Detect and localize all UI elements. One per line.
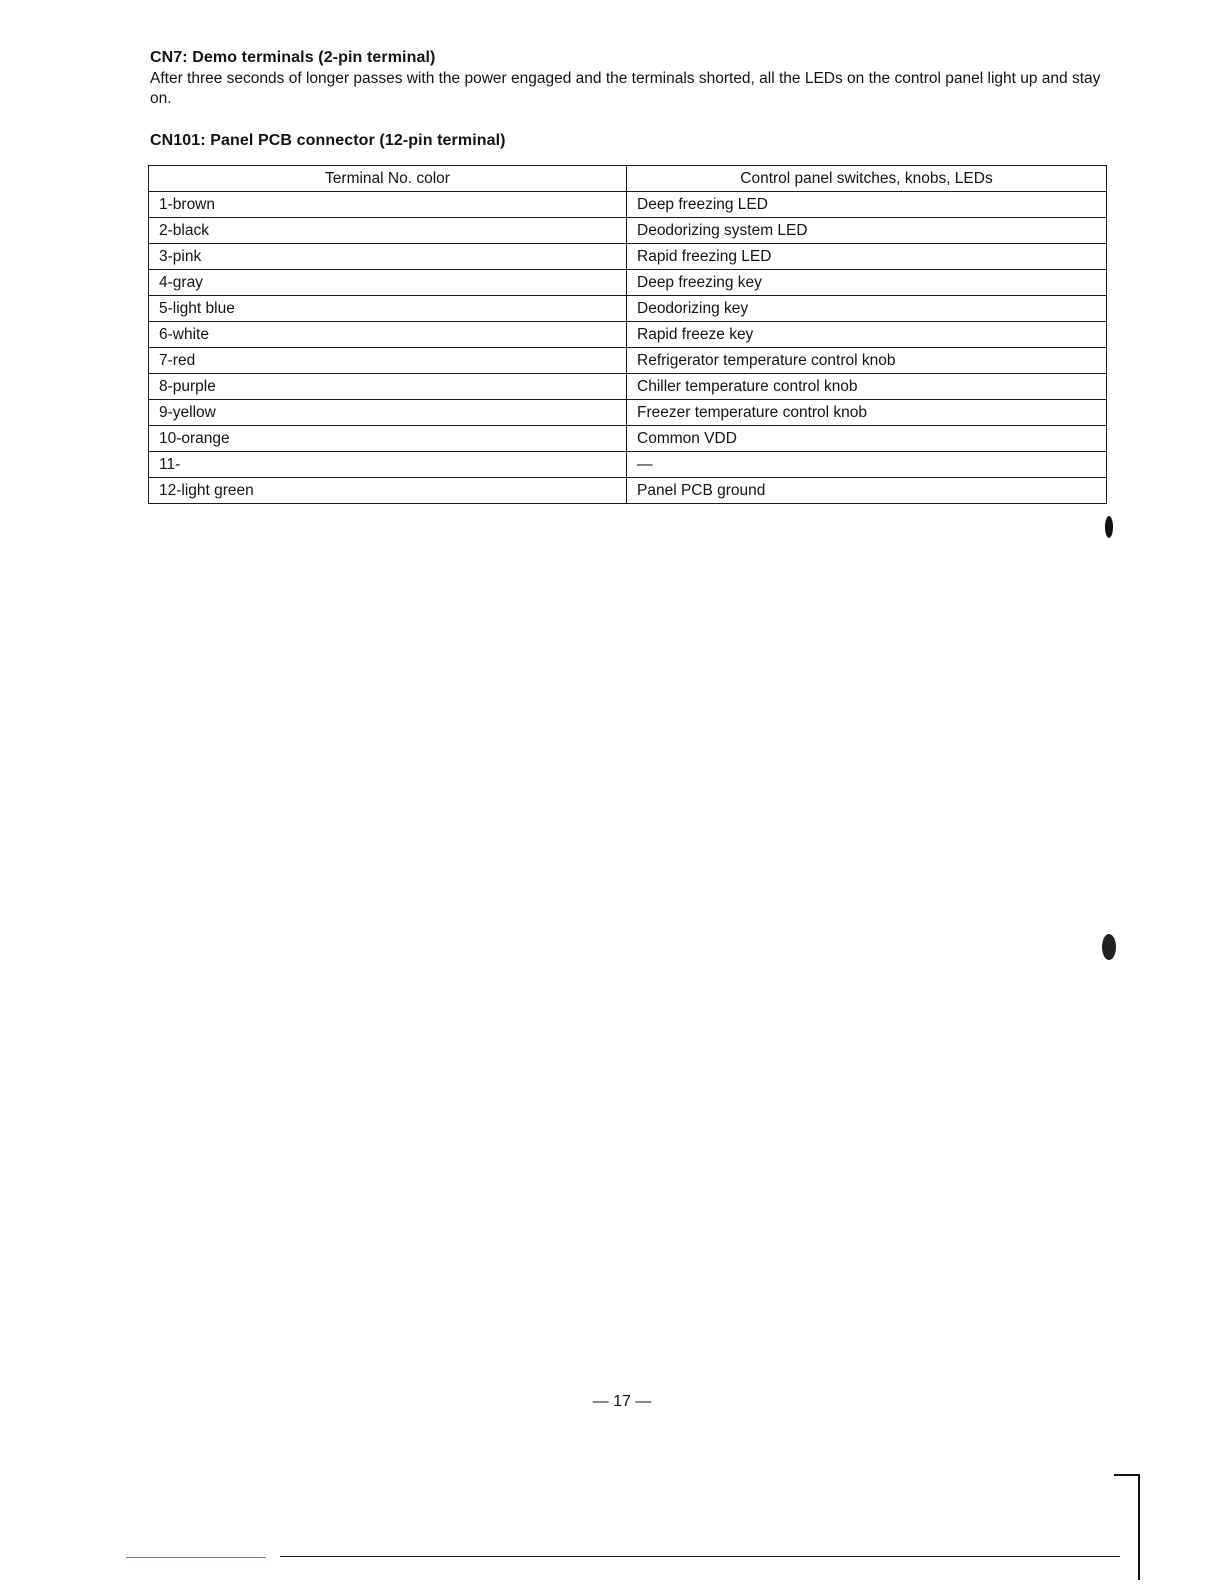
table-row <box>149 322 1107 348</box>
terminal-cell: 8-purple <box>149 374 627 400</box>
terminal-cell: 1-brown <box>149 192 627 218</box>
corner-mark <box>1114 1474 1140 1476</box>
function-cell: — <box>627 452 1107 478</box>
binder-hole-mark <box>1105 516 1113 538</box>
table-row <box>149 426 1107 452</box>
function-cell: Chiller temperature control knob <box>627 374 1107 400</box>
table-row <box>149 478 1107 504</box>
function-cell: Deodorizing system LED <box>627 218 1107 244</box>
cn7-description: After three seconds of longer passes with the power engaged and the terminals shorted, all the LEDs on the control panel light up and stay on. <box>150 70 1101 107</box>
function-cell: Refrigerator temperature control knob <box>627 348 1107 374</box>
table-row <box>149 218 1107 244</box>
corner-mark <box>1138 1474 1140 1580</box>
terminal-cell: 2-black <box>149 218 627 244</box>
table-row <box>149 296 1107 322</box>
table-row <box>149 270 1107 296</box>
table-header-row <box>149 166 1107 192</box>
function-cell: Deep freezing LED <box>627 192 1107 218</box>
terminal-cell: 3-pink <box>149 244 627 270</box>
column-header-function: Control panel switches, knobs, LEDs <box>627 166 1107 192</box>
function-cell: Panel PCB ground <box>627 478 1107 504</box>
table-row <box>149 452 1107 478</box>
terminal-cell: 12-light green <box>149 478 627 504</box>
function-cell: Rapid freeze key <box>627 322 1107 348</box>
terminal-cell: 5-light blue <box>149 296 627 322</box>
function-cell: Freezer temperature control knob <box>627 400 1107 426</box>
cn7-heading: CN7: Demo terminals (2-pin terminal) <box>150 49 436 66</box>
connector-table <box>148 165 1107 504</box>
terminal-cell: 6-white <box>149 322 627 348</box>
function-cell: Common VDD <box>627 426 1107 452</box>
cn101-heading: CN101: Panel PCB connector (12-pin terminal) <box>150 132 506 149</box>
terminal-cell: 10-orange <box>149 426 627 452</box>
bottom-rule <box>126 1557 266 1558</box>
terminal-cell: 9-yellow <box>149 400 627 426</box>
table-row <box>149 244 1107 270</box>
binder-hole-mark <box>1102 934 1116 960</box>
terminal-cell: 4-gray <box>149 270 627 296</box>
terminal-cell: 7-red <box>149 348 627 374</box>
function-cell: Deodorizing key <box>627 296 1107 322</box>
column-header-terminal: Terminal No. color <box>149 166 627 192</box>
table-row <box>149 192 1107 218</box>
page-number: — 17 — <box>592 1393 652 1410</box>
function-cell: Rapid freezing LED <box>627 244 1107 270</box>
table-row <box>149 400 1107 426</box>
function-cell: Deep freezing key <box>627 270 1107 296</box>
bottom-rule <box>280 1556 1120 1557</box>
terminal-cell: 11- <box>149 452 627 478</box>
table-row <box>149 348 1107 374</box>
table-row <box>149 374 1107 400</box>
